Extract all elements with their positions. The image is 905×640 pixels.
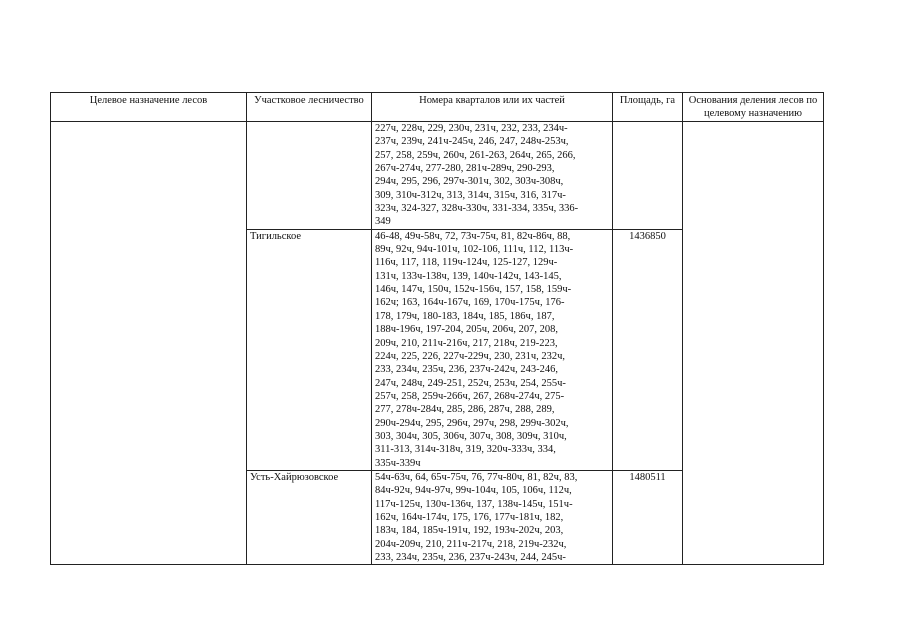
table-row (51, 122, 824, 230)
header-purpose: Целевое назначение лесов (51, 93, 247, 122)
quarters-line: 204ч-209ч, 210, 211ч-217ч, 218, 219ч-232ч, (375, 538, 567, 550)
quarters-line: 89ч, 92ч, 94ч-101ч, 102-106, 111ч, 112, 113ч- (375, 244, 574, 256)
quarters-line: 290ч-294ч, 295, 296ч, 297ч, 298, 299ч-302ч, (375, 417, 569, 429)
forest-purpose-table (50, 92, 824, 565)
quarters-line: 247ч, 248ч, 249-251, 252ч, 253ч, 254, 255ч- (375, 377, 566, 389)
quarters-line: 311-313, 314ч-318ч, 319, 320ч-333ч, 334, (375, 444, 556, 456)
table-header-row (51, 93, 824, 122)
quarters-line: 54ч-63ч, 64, 65ч-75ч, 76, 77ч-80ч, 81, 82ч, 83, (375, 471, 578, 483)
quarters-line: 309, 310ч-312ч, 313, 314ч, 315ч, 316, 317ч- (375, 189, 566, 201)
quarters-line: 116ч, 117, 118, 119ч-124ч, 125-127, 129ч- (375, 257, 558, 269)
quarters-line: 178, 179ч, 180-183, 184ч, 185, 186ч, 187, (375, 310, 555, 322)
quarters-line: 209ч, 210, 211ч-216ч, 217, 218ч, 219-223, (375, 337, 558, 349)
quarters-line: 303, 304ч, 305, 306ч, 307ч, 308, 309ч, 310ч, (375, 430, 567, 442)
forestry-cell: Тигильское (247, 229, 372, 470)
basis-cell (683, 122, 824, 565)
quarters-line: 224ч, 225, 226, 227ч-229ч, 230, 231ч, 232ч, (375, 350, 566, 362)
quarters-cell (372, 229, 613, 470)
quarters-line: 277, 278ч-284ч, 285, 286, 287ч, 288, 289, (375, 404, 555, 416)
quarters-line: 188ч-196ч, 197-204, 205ч, 206ч, 207, 208, (375, 324, 558, 336)
quarters-line: 162ч, 164ч-174ч, 175, 176, 177ч-181ч, 182, (375, 511, 564, 523)
quarters-line: 131ч, 133ч-138ч, 139, 140ч-142ч, 143-145, (375, 270, 562, 282)
quarters-cell (372, 122, 613, 230)
quarters-line: 267ч-274ч, 277-280, 281ч-289ч, 290-293, (375, 163, 555, 175)
quarters-line: 349 (375, 216, 391, 228)
header-basis: Основания деления лесов по целевому назначению (683, 93, 824, 122)
quarters-line: 146ч, 147ч, 150ч, 152ч-156ч, 157, 158, 159ч- (375, 284, 572, 296)
area-cell: 1480511 (613, 470, 683, 564)
quarters-line: 162ч; 163, 164ч-167ч, 169, 170ч-175ч, 176- (375, 297, 565, 309)
area-cell (613, 122, 683, 230)
quarters-line: 117ч-125ч, 130ч-136ч, 137, 138ч-145ч, 151ч- (375, 498, 573, 510)
quarters-line: 233, 234ч, 235ч, 236, 237ч-243ч, 244, 245ч- (375, 552, 566, 563)
quarters-line: 183ч, 184, 185ч-191ч, 192, 193ч-202ч, 203, (375, 525, 564, 537)
quarters-line: 233, 234ч, 235ч, 236, 237ч-242ч, 243-246, (375, 364, 558, 376)
forestry-cell: Усть-Хайрюзовское (247, 470, 372, 564)
quarters-line: 335ч-339ч (375, 457, 421, 469)
quarters-line: 294ч, 295, 296, 297ч-301ч, 302, 303ч-308ч, (375, 176, 564, 188)
purpose-cell (51, 122, 247, 565)
header-area: Площадь, га (613, 93, 683, 122)
quarters-line: 227ч, 228ч, 229, 230ч, 231ч, 232, 233, 234ч- (375, 123, 568, 134)
quarters-line: 257, 258, 259ч, 260ч, 261-263, 264ч, 265, 266, (375, 149, 576, 161)
header-quarters: Номера кварталов или их частей (372, 93, 613, 122)
area-cell: 1436850 (613, 229, 683, 470)
quarters-line: 257ч, 258, 259ч-266ч, 267, 268ч-274ч, 275- (375, 390, 565, 402)
quarters-line: 237ч, 239ч, 241ч-245ч, 246, 247, 248ч-253ч, (375, 136, 569, 148)
quarters-line: 84ч-92ч, 94ч-97ч, 99ч-104ч, 105, 106ч, 112ч, (375, 485, 572, 497)
header-forestry: Участковое лесничество (247, 93, 372, 122)
quarters-line: 46-48, 49ч-58ч, 72, 73ч-75ч, 81, 82ч-86ч, 88, (375, 230, 571, 242)
quarters-cell (372, 470, 613, 564)
quarters-line: 323ч, 324-327, 328ч-330ч, 331-334, 335ч, 336- (375, 203, 579, 215)
forestry-cell (247, 122, 372, 230)
